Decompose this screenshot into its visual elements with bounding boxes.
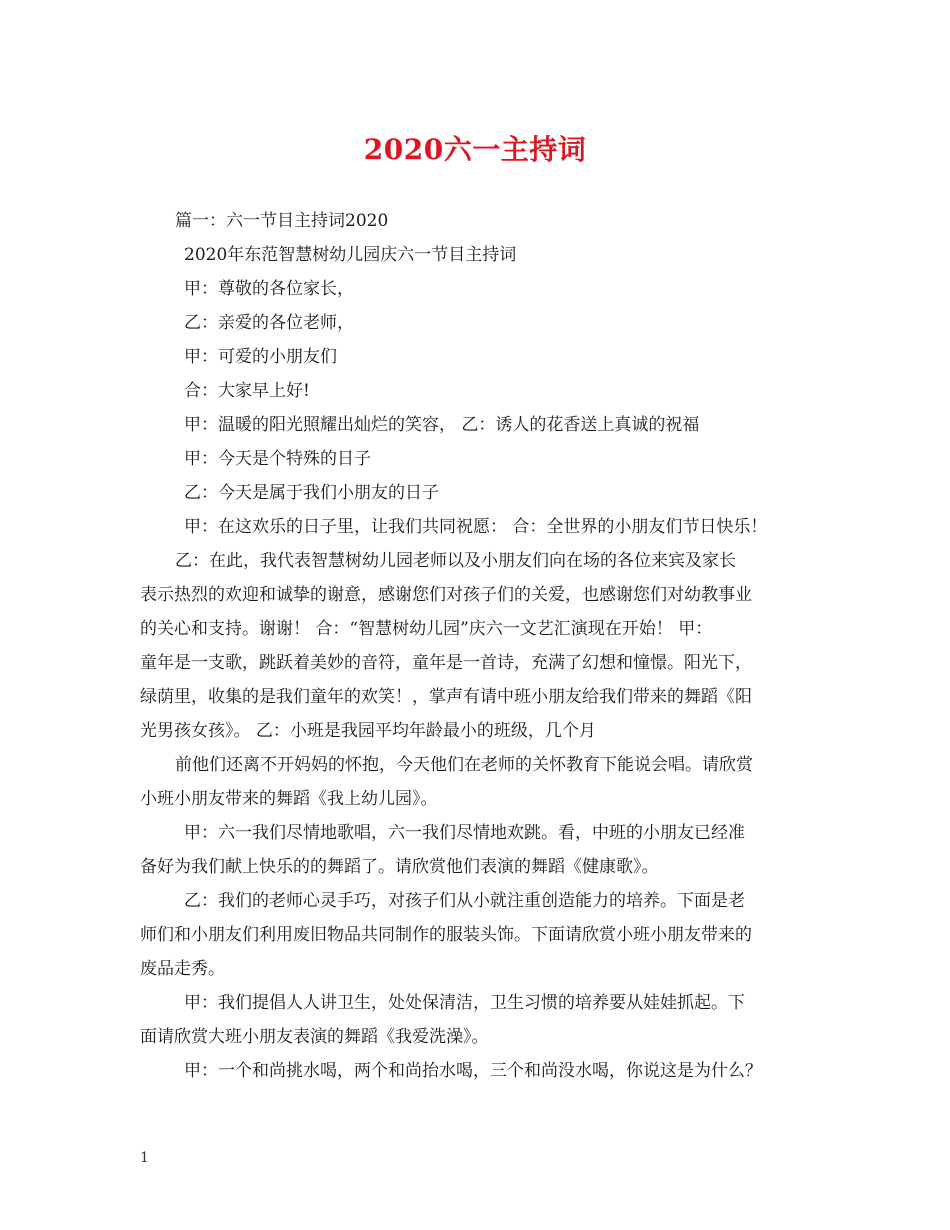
text-line: 童年是一支歌，跳跃着美妙的音符，童年是一首诗，充满了幻想和憧憬。阳光下， [140,653,752,673]
text-line: 师们和小朋友们利用废旧物品共同制作的服装头饰。下面请欣赏小班小朋友带来的 [140,925,752,945]
text-line: 的关心和支持。谢谢！ 合：“智慧树幼儿园”庆六一文艺汇演现在开始！ 甲： [140,619,713,639]
paragraph [140,1054,825,1088]
text-line: 合：大家早上好! [184,381,310,401]
text-line: 乙：今天是属于我们小朋友的日子 [184,483,439,503]
text-line: 光男孩女孩》。 乙：小班是我园平均年龄最小的班级，几个月 [140,721,596,741]
text-line: 甲：我们提倡人人讲卫生，处处保清洁，卫生习惯的培养要从娃娃抓起。下 [184,993,745,1013]
text-line: 乙：亲爱的各位老师， [184,313,354,333]
text-line: 甲：今天是个特殊的日子 [184,449,371,469]
text-line: 甲：温暖的阳光照耀出灿烂的笑容， 乙：诱人的花香送上真诚的祝福 [184,415,700,435]
text-line: 甲：一个和尚挑水喝，两个和尚抬水喝，三个和尚没水喝，你说这是为什么？ [184,1061,762,1081]
text-line: 小班小朋友带来的舞蹈《我上幼儿园》。 [140,789,438,809]
text-line: 表示热烈的欢迎和诚挚的谢意，感谢您们对孩子们的关爱，也感谢您们对幼教事业 [140,585,752,605]
paragraph [140,816,825,884]
text-line: 废品走秀。 [140,959,225,979]
paragraph [140,748,825,816]
paragraph [140,986,825,1054]
text-line: 面请欣赏大班小朋友表演的舞蹈《我爱洗澡》。 [140,1027,489,1047]
text-line: 甲：六一我们尽情地歌唱，六一我们尽情地欢跳。看，中班的小朋友已经准 [184,823,745,843]
text-line: 乙：在此，我代表智慧树幼儿园老师以及小朋友们向在场的各位来宾及家长 [175,551,736,571]
text-line: 甲：在这欢乐的日子里，让我们共同祝愿： 合：全世界的小朋友们节日快乐！ [184,517,768,537]
text-line: 前他们还离不开妈妈的怀抱，今天他们在老师的关怀教育下能说会唱。请欣赏 [175,755,753,775]
text-line: 乙：我们的老师心灵手巧，对孩子们从小就注重创造能力的培养。下面是老 [184,891,745,911]
document-body [140,204,825,1088]
text-line: 篇一：六一节目主持词2020 [175,211,389,231]
page-number: 1 [140,1150,149,1166]
text-line: 甲：可爱的小朋友们 [184,347,337,367]
paragraph [140,544,825,748]
text-line: 2020年东范智慧树幼儿园庆六一节目主持词 [184,245,517,265]
text-line: 绿荫里，收集的是我们童年的欢笑！，掌声有请中班小朋友给我们带来的舞蹈《阳 [140,687,752,707]
text-line: 甲：尊敬的各位家长， [184,279,354,299]
document-title: 2020六一主持词 [363,133,587,166]
paragraph [140,884,825,986]
text-line: 备好为我们献上快乐的的舞蹈了。请欣赏他们表演的舞蹈《健康歌》。 [140,857,659,877]
